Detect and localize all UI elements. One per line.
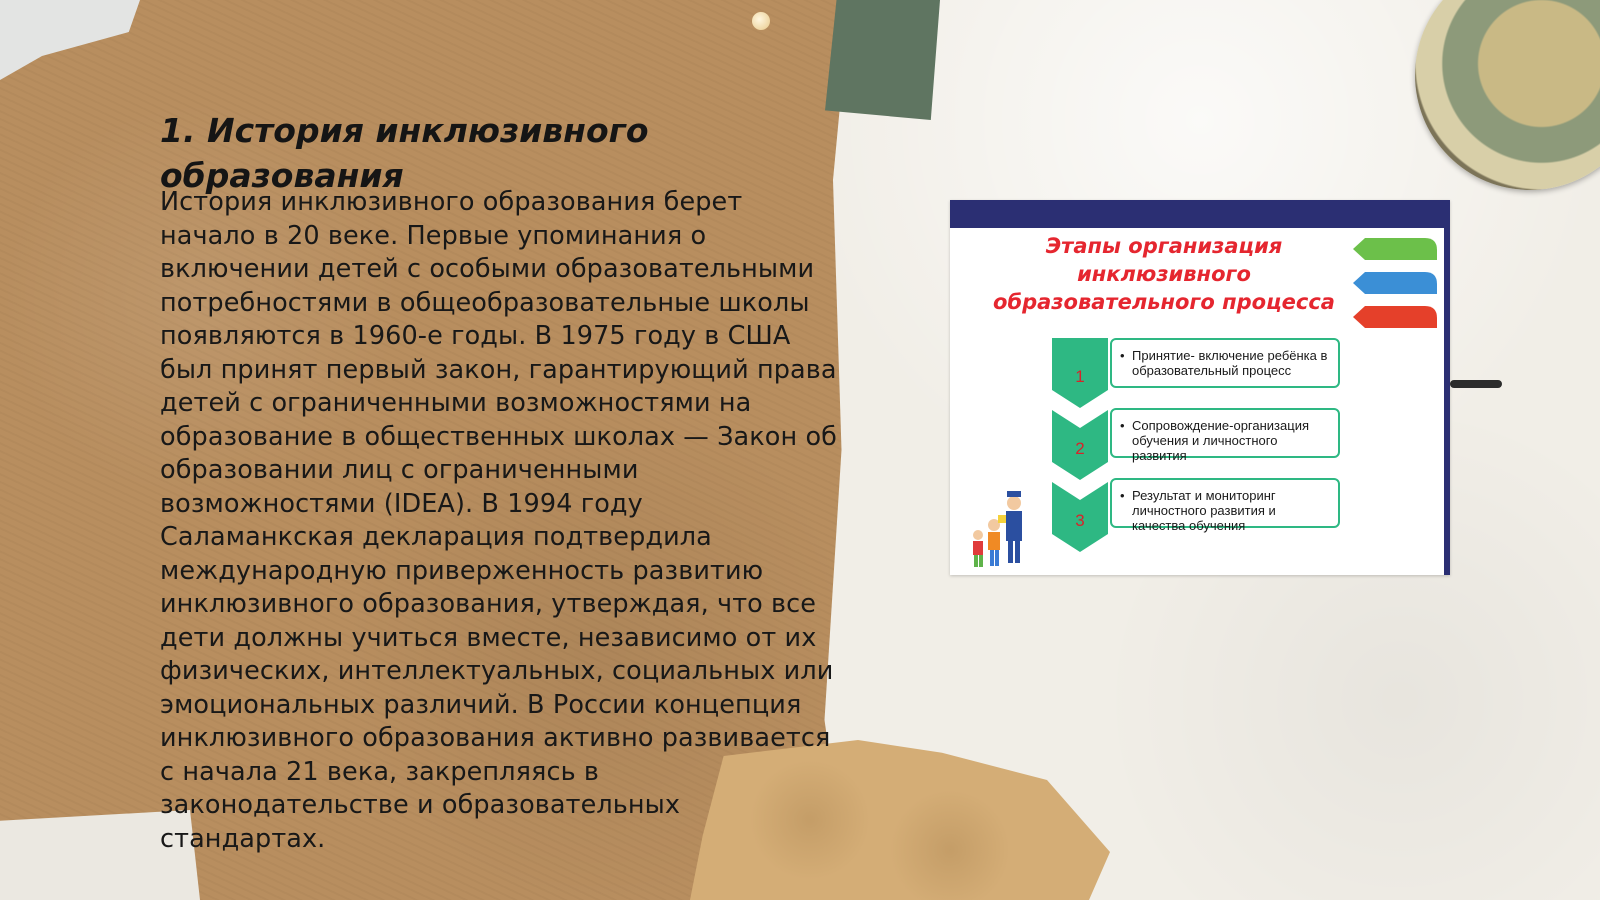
step-text-2: Сопровождение-организация обучения и личностного развития (1132, 418, 1309, 463)
diagram-title-line-3: образовательного процесса (993, 290, 1335, 314)
step-box-1 (1110, 338, 1340, 388)
bullet-icon: • (1120, 348, 1125, 363)
pin-icon (752, 12, 770, 30)
history-paragraph: История инклюзивного образования берет начало в 20 веке. Первые упоминания о включении детей с особыми образовательными потребностями в общеобразовательные школы появляются в 1960-е годы. В 1975 году в США был принят первый закон, гарантирующий права детей с ограниченными возможностями на образование в общественных школах — Закон об образовании лиц с ограниченными возможностями (IDEA). В 1994 году Саламанкская декларация подтвердила международную приверженность развитию инклюзивного образования, утверждая, что все дети должны учиться вместе, независимо от их физических, интеллектуальных, социальных или эмоциональных различий. В России концепция инклюзивного образования активно развивается с начала 21 века, закрепляясь в законодательстве и образовательных стандартах. (160, 187, 837, 854)
diagram-title-line-2: инклюзивного (1077, 262, 1251, 286)
green-tape (825, 0, 940, 120)
ribbon-arrows-icon (1345, 230, 1440, 340)
bullet-icon: • (1120, 418, 1125, 433)
diagram-title-line-1: Этапы организация (1045, 234, 1283, 258)
step-number-1: 1 (1075, 367, 1085, 386)
step-text-1: Принятие- включение ребёнка в образовательный процесс (1132, 348, 1328, 378)
diagram-header-bar (950, 200, 1450, 228)
step-number-2: 2 (1075, 439, 1085, 458)
ink-mark (1450, 380, 1502, 388)
children-illustration (964, 485, 1034, 575)
slide-heading: 1. История инклюзивного образования (160, 111, 649, 195)
step-box-3 (1110, 478, 1340, 533)
step-box-2 (1110, 408, 1340, 463)
diagram-title (964, 232, 1364, 316)
step-number-3: 3 (1075, 511, 1085, 530)
stages-diagram-image (950, 200, 1450, 575)
bullet-icon: • (1120, 488, 1125, 503)
step-text-3: Результат и мониторинг личностного развития и качества обучения (1132, 488, 1276, 533)
diagram-side-bar (1444, 228, 1450, 575)
